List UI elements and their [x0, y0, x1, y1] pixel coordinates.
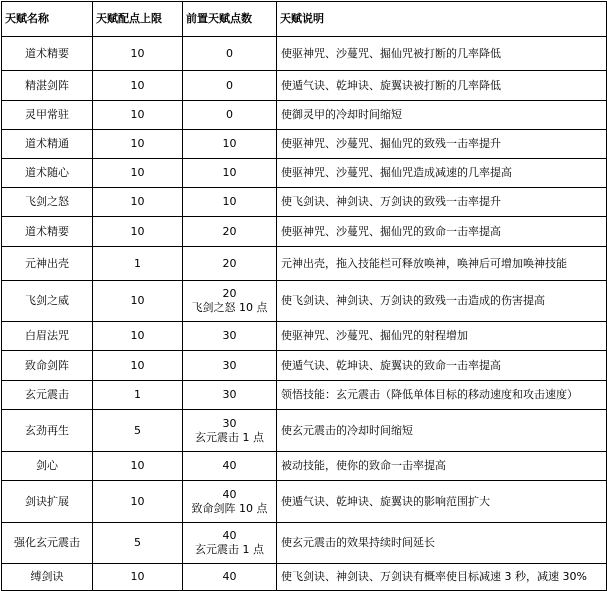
prereq-points-value: 10	[222, 137, 237, 150]
table-row	[2, 130, 607, 159]
max-points-cell: 10	[93, 322, 183, 351]
talent-name-cell: 剑心	[2, 452, 93, 481]
prereq-points-cell	[183, 101, 277, 130]
max-points-cell: 10	[93, 37, 183, 71]
talent-description-cell: 使遁气诀、乾坤诀、旋翼诀的影响范围扩大	[277, 481, 607, 523]
header-description: 天赋说明	[277, 2, 607, 37]
header-max-points: 天赋配点上限	[93, 2, 183, 37]
max-points-cell: 10	[93, 351, 183, 381]
talent-description-cell: 使飞剑诀、神剑诀、万剑诀有概率使目标减速 3 秒，减速 30%	[277, 564, 607, 591]
max-points-cell: 10	[93, 188, 183, 217]
table-row	[2, 410, 607, 452]
max-points-cell: 5	[93, 523, 183, 564]
prereq-points-value: 30	[222, 358, 237, 372]
prereq-points-value: 40	[222, 570, 237, 583]
prereq-points-value: 40	[222, 529, 237, 542]
prereq-points-value: 30	[222, 329, 237, 342]
talent-description-cell: 使驱神咒、沙蔓咒、掘仙咒被打断的几率降低	[277, 37, 607, 71]
talent-description-cell: 使驱神咒、沙蔓咒、掘仙咒的致命一击率提高	[277, 217, 607, 247]
table-row	[2, 37, 607, 71]
talent-name-cell: 飞剑之威	[2, 281, 93, 322]
talent-description-cell: 使驱神咒、沙蔓咒、掘仙咒造成减速的几率提高	[277, 159, 607, 188]
header-row	[2, 2, 607, 37]
max-points-cell: 10	[93, 564, 183, 591]
talent-description-cell: 领悟技能：玄元震击（降低单体目标的移动速度和攻击速度）	[277, 381, 607, 410]
prereq-points-cell	[183, 523, 277, 564]
prereq-points-value: 30	[222, 388, 237, 401]
talent-name-cell: 白眉法咒	[2, 322, 93, 351]
talent-description-cell: 使飞剑诀、神剑诀、万剑诀的致残一击造成的伤害提高	[277, 281, 607, 322]
talent-name-cell: 道术精要	[2, 217, 93, 247]
talent-description-cell: 使玄元震击的效果持续时间延长	[277, 523, 607, 564]
talent-description-cell: 使飞剑诀、神剑诀、万剑诀的致残一击率提升	[277, 188, 607, 217]
talent-name-cell: 玄劲再生	[2, 410, 93, 452]
talent-name-cell: 剑诀扩展	[2, 481, 93, 523]
header-talent-name: 天赋名称	[2, 2, 93, 37]
table-row	[2, 351, 607, 381]
table-row	[2, 159, 607, 188]
prereq-points-cell	[183, 130, 277, 159]
max-points-cell: 10	[93, 101, 183, 130]
max-points-cell: 10	[93, 281, 183, 322]
prereq-points-cell	[183, 564, 277, 591]
max-points-cell: 10	[93, 71, 183, 101]
talent-name-cell: 道术精要	[2, 37, 93, 71]
max-points-cell: 5	[93, 410, 183, 452]
prereq-points-value: 10	[222, 195, 237, 208]
talent-description-cell: 被动技能，使你的致命一击率提高	[277, 452, 607, 481]
prereq-points-cell	[183, 281, 277, 322]
talent-description-cell: 元神出壳，拖入技能栏可释放唤神，唤神后可增加唤神技能	[277, 247, 607, 281]
talent-description-cell: 使驱神咒、沙蔓咒、掘仙咒的致残一击率提升	[277, 130, 607, 159]
max-points-cell: 10	[93, 481, 183, 523]
max-points-cell: 1	[93, 381, 183, 410]
talent-description-cell: 使御灵甲的冷却时间缩短	[277, 101, 607, 130]
table-row	[2, 247, 607, 281]
prereq-points-cell	[183, 217, 277, 247]
talent-name-cell: 玄元震击	[2, 381, 93, 410]
prereq-points-cell	[183, 37, 277, 71]
table-row	[2, 217, 607, 247]
table-row	[2, 71, 607, 101]
talent-table-body	[2, 37, 607, 591]
prereq-points-value: 40	[222, 459, 237, 472]
prereq-points-value: 40	[222, 487, 237, 501]
table-row	[2, 564, 607, 591]
max-points-cell: 10	[93, 130, 183, 159]
prereq-points-value: 0	[226, 46, 233, 60]
talent-description-cell: 使遁气诀、乾坤诀、旋翼诀的致命一击率提高	[277, 351, 607, 381]
prereq-points-cell	[183, 481, 277, 523]
prereq-points-cell	[183, 247, 277, 281]
talent-description-cell: 使驱神咒、沙蔓咒、掘仙咒的射程增加	[277, 322, 607, 351]
max-points-cell: 10	[93, 217, 183, 247]
prereq-talent-requirement: 玄元震击 1 点	[195, 543, 264, 556]
table-row	[2, 281, 607, 322]
prereq-points-cell	[183, 410, 277, 452]
talent-description-cell: 使玄元震击的冷却时间缩短	[277, 410, 607, 452]
talent-name-cell: 元神出壳	[2, 247, 93, 281]
table-row	[2, 523, 607, 564]
talent-name-cell: 道术随心	[2, 159, 93, 188]
prereq-points-cell	[183, 322, 277, 351]
prereq-points-cell	[183, 159, 277, 188]
prereq-points-value: 10	[222, 166, 237, 179]
prereq-points-cell	[183, 71, 277, 101]
table-row	[2, 322, 607, 351]
talent-name-cell: 致命剑阵	[2, 351, 93, 381]
table-row	[2, 452, 607, 481]
talent-description-cell: 使遁气诀、乾坤诀、旋翼诀被打断的几率降低	[277, 71, 607, 101]
talent-name-cell: 强化玄元震击	[2, 523, 93, 564]
table-row	[2, 481, 607, 523]
prereq-points-value: 0	[226, 108, 233, 121]
prereq-points-cell	[183, 452, 277, 481]
prereq-points-cell	[183, 351, 277, 381]
prereq-points-cell	[183, 381, 277, 410]
prereq-points-value: 20	[222, 287, 237, 300]
prereq-points-value: 0	[226, 78, 233, 92]
prereq-points-cell	[183, 188, 277, 217]
talent-name-cell: 灵甲常驻	[2, 101, 93, 130]
prereq-points-value: 20	[222, 224, 237, 238]
max-points-cell: 1	[93, 247, 183, 281]
talent-name-cell: 缚剑诀	[2, 564, 93, 591]
talent-name-cell: 道术精通	[2, 130, 93, 159]
table-row	[2, 101, 607, 130]
talent-table	[1, 1, 607, 591]
talent-name-cell: 精湛剑阵	[2, 71, 93, 101]
prereq-talent-requirement: 玄元震击 1 点	[195, 430, 264, 444]
table-row	[2, 381, 607, 410]
max-points-cell: 10	[93, 452, 183, 481]
max-points-cell: 10	[93, 159, 183, 188]
talent-name-cell: 飞剑之怒	[2, 188, 93, 217]
prereq-points-value: 30	[222, 416, 237, 430]
header-prereq-points: 前置天赋点数	[183, 2, 277, 37]
prereq-points-value: 20	[222, 256, 237, 270]
table-row	[2, 188, 607, 217]
prereq-talent-requirement: 飞剑之怒 10 点	[191, 301, 268, 314]
prereq-talent-requirement: 致命剑阵 10 点	[191, 501, 268, 515]
